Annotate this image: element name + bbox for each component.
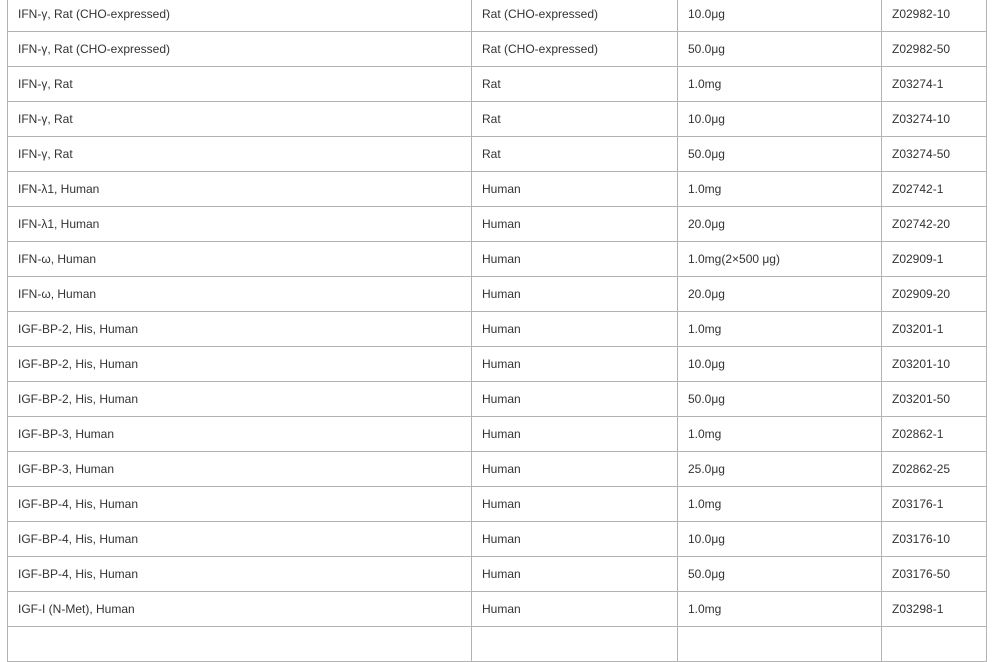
catalog-number-cell: Z02909-20: [882, 277, 987, 312]
product-name-cell: IGF-BP-4, His, Human: [8, 522, 472, 557]
table-row: [8, 557, 987, 592]
size-cell: 10.0μg: [678, 0, 882, 32]
catalog-number-cell: Z03274-1: [882, 67, 987, 102]
species-cell: Rat (CHO-expressed): [472, 0, 678, 32]
catalog-number-cell: [882, 627, 987, 662]
table-row: [8, 487, 987, 522]
size-cell: 1.0mg: [678, 172, 882, 207]
table-row: [8, 382, 987, 417]
size-cell: 10.0μg: [678, 347, 882, 382]
size-cell: [678, 627, 882, 662]
product-name-cell: IGF-BP-4, His, Human: [8, 557, 472, 592]
catalog-number-cell: Z03274-10: [882, 102, 987, 137]
table-row: [8, 592, 987, 627]
species-cell: Rat (CHO-expressed): [472, 32, 678, 67]
species-cell: Human: [472, 592, 678, 627]
size-cell: 10.0μg: [678, 102, 882, 137]
product-name-cell: IGF-BP-2, His, Human: [8, 312, 472, 347]
size-cell: 20.0μg: [678, 277, 882, 312]
catalog-number-cell: Z03201-50: [882, 382, 987, 417]
product-name-cell: IGF-BP-2, His, Human: [8, 347, 472, 382]
catalog-number-cell: Z02862-25: [882, 452, 987, 487]
catalog-number-cell: Z02982-50: [882, 32, 987, 67]
species-cell: Human: [472, 312, 678, 347]
size-cell: 20.0μg: [678, 207, 882, 242]
product-name-cell: [8, 627, 472, 662]
table-row: [8, 137, 987, 172]
size-cell: 25.0μg: [678, 452, 882, 487]
species-cell: Human: [472, 242, 678, 277]
catalog-number-cell: Z02909-1: [882, 242, 987, 277]
species-cell: Human: [472, 487, 678, 522]
size-cell: 50.0μg: [678, 382, 882, 417]
product-name-cell: IFN-γ, Rat: [8, 137, 472, 172]
size-cell: 1.0mg: [678, 417, 882, 452]
table-row: [8, 0, 987, 32]
catalog-number-cell: Z02742-20: [882, 207, 987, 242]
size-cell: 50.0μg: [678, 32, 882, 67]
catalog-number-cell: Z03176-10: [882, 522, 987, 557]
catalog-number-cell: Z03274-50: [882, 137, 987, 172]
table-row: [8, 312, 987, 347]
product-name-cell: IFN-γ, Rat (CHO-expressed): [8, 32, 472, 67]
species-cell: Human: [472, 417, 678, 452]
table-row: [8, 207, 987, 242]
species-cell: Human: [472, 452, 678, 487]
table-row: [8, 32, 987, 67]
catalog-number-cell: Z03201-10: [882, 347, 987, 382]
species-cell: Rat: [472, 137, 678, 172]
table-row: [8, 277, 987, 312]
catalog-number-cell: Z03298-1: [882, 592, 987, 627]
size-cell: 1.0mg(2×500 μg): [678, 242, 882, 277]
species-cell: Human: [472, 277, 678, 312]
table-row: [8, 522, 987, 557]
table-row: [8, 627, 987, 662]
table-row: [8, 102, 987, 137]
table-row: [8, 172, 987, 207]
size-cell: 1.0mg: [678, 67, 882, 102]
table-row: [8, 452, 987, 487]
species-cell: Human: [472, 522, 678, 557]
species-cell: Rat: [472, 102, 678, 137]
product-name-cell: IGF-BP-3, Human: [8, 452, 472, 487]
catalog-number-cell: Z03176-50: [882, 557, 987, 592]
catalog-number-cell: Z02982-10: [882, 0, 987, 32]
product-name-cell: IFN-ω, Human: [8, 242, 472, 277]
catalog-number-cell: Z03201-1: [882, 312, 987, 347]
product-name-cell: IFN-γ, Rat: [8, 102, 472, 137]
product-name-cell: IFN-λ1, Human: [8, 207, 472, 242]
product-name-cell: IFN-λ1, Human: [8, 172, 472, 207]
species-cell: Human: [472, 347, 678, 382]
product-table-body: [8, 0, 987, 662]
species-cell: Human: [472, 207, 678, 242]
product-name-cell: IGF-BP-2, His, Human: [8, 382, 472, 417]
table-row: [8, 67, 987, 102]
catalog-number-cell: Z03176-1: [882, 487, 987, 522]
species-cell: [472, 627, 678, 662]
size-cell: 1.0mg: [678, 312, 882, 347]
catalog-number-cell: Z02862-1: [882, 417, 987, 452]
size-cell: 1.0mg: [678, 592, 882, 627]
size-cell: 50.0μg: [678, 557, 882, 592]
product-name-cell: IGF-BP-3, Human: [8, 417, 472, 452]
species-cell: Human: [472, 172, 678, 207]
product-name-cell: IFN-ω, Human: [8, 277, 472, 312]
product-name-cell: IFN-γ, Rat (CHO-expressed): [8, 0, 472, 32]
catalog-number-cell: Z02742-1: [882, 172, 987, 207]
product-table-container: [7, 0, 986, 662]
table-row: [8, 347, 987, 382]
product-name-cell: IGF-I (N-Met), Human: [8, 592, 472, 627]
table-row: [8, 242, 987, 277]
product-table: [7, 0, 987, 662]
species-cell: Human: [472, 382, 678, 417]
species-cell: Human: [472, 557, 678, 592]
size-cell: 1.0mg: [678, 487, 882, 522]
size-cell: 10.0μg: [678, 522, 882, 557]
product-name-cell: IGF-BP-4, His, Human: [8, 487, 472, 522]
table-row: [8, 417, 987, 452]
product-name-cell: IFN-γ, Rat: [8, 67, 472, 102]
species-cell: Rat: [472, 67, 678, 102]
size-cell: 50.0μg: [678, 137, 882, 172]
